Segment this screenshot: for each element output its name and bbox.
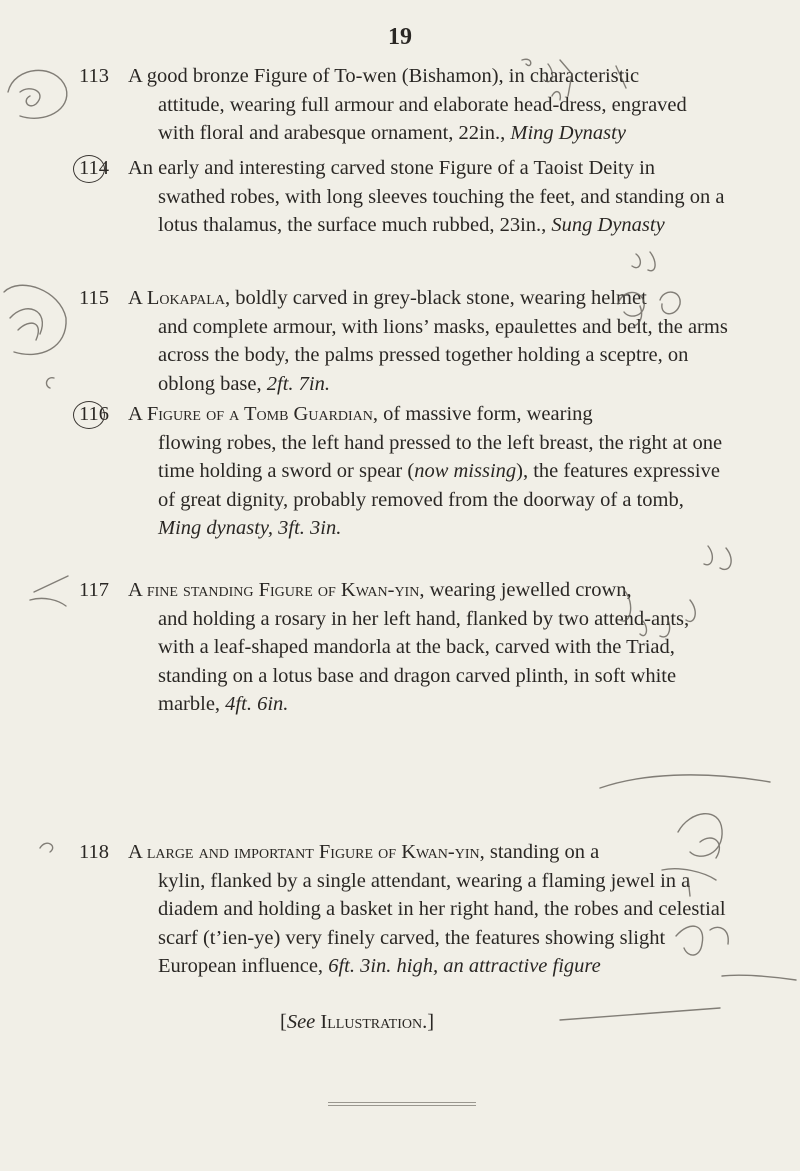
lot-first-line: A fine standing Figure of Kwan-yin, wearing jewelled crown,	[128, 579, 632, 601]
lot-first-line: A Figure of a Tomb Guardian, of massive form, wearing	[128, 403, 593, 425]
lot-number: 113	[79, 65, 109, 87]
lot-first-line: An early and interesting carved stone Figure of a Taoist Deity in	[128, 157, 656, 179]
lot-113	[79, 62, 728, 148]
lot-number: 117	[79, 579, 109, 601]
lot-number: 118	[79, 841, 109, 863]
lot-description: attitude, wearing full armour and elaborate head-dress, engraved with floral and arabesque ornament, 22in., Ming Dynasty	[158, 93, 687, 144]
lot-number: 114	[79, 154, 109, 183]
lot-description: swathed robes, with long sleeves touching the feet, and standing on a lotus thalamus, the surface much rubbed, 23in., Sung Dynasty	[158, 185, 725, 236]
page-number: 19	[388, 24, 412, 50]
lot-114	[79, 154, 728, 240]
lot-115	[79, 284, 728, 398]
lot-description: and complete armour, with lions’ masks, epaulettes and belt, the arms across the body, the palms pressed together holding a sceptre, on oblong base, 2ft. 7in.	[158, 315, 728, 395]
lot-116	[79, 400, 728, 543]
lot-number: 116	[79, 400, 109, 429]
illustration-note: [See Illustration.]	[280, 1011, 435, 1033]
lot-description: and holding a rosary in her left hand, flanked by two attend-ants, with a leaf-shaped mandorla at the back, carved with the Triad, standing on a lotus base and dragon carved plinth, in soft white marble, 4ft. 6in.	[158, 607, 690, 715]
lot-118	[79, 838, 728, 981]
divider-rule	[328, 1102, 476, 1106]
lot-first-line: A good bronze Figure of To-wen (Bishamon), in characteristic	[128, 65, 640, 87]
lot-first-line: A Lokapala, boldly carved in grey-black stone, wearing helmet	[128, 287, 647, 309]
lot-description: flowing robes, the left hand pressed to the left breast, the right at one time holding a sword or spear (now missing), the features expressive of great dignity, probably removed from the doorway of a tomb, Ming dynasty, 3ft. 3in.	[158, 431, 723, 539]
lot-number: 115	[79, 287, 109, 309]
lot-first-line: A large and important Figure of Kwan-yin, standing on a	[128, 841, 600, 863]
lot-117	[79, 576, 728, 719]
lot-description: kylin, flanked by a single attendant, wearing a flaming jewel in a diadem and holding a basket in her right hand, the robes and celestial scarf (t’ien-ye) very finely carved, the features showing slight European influence, 6ft. 3in. high, an attractive figure	[158, 869, 726, 977]
